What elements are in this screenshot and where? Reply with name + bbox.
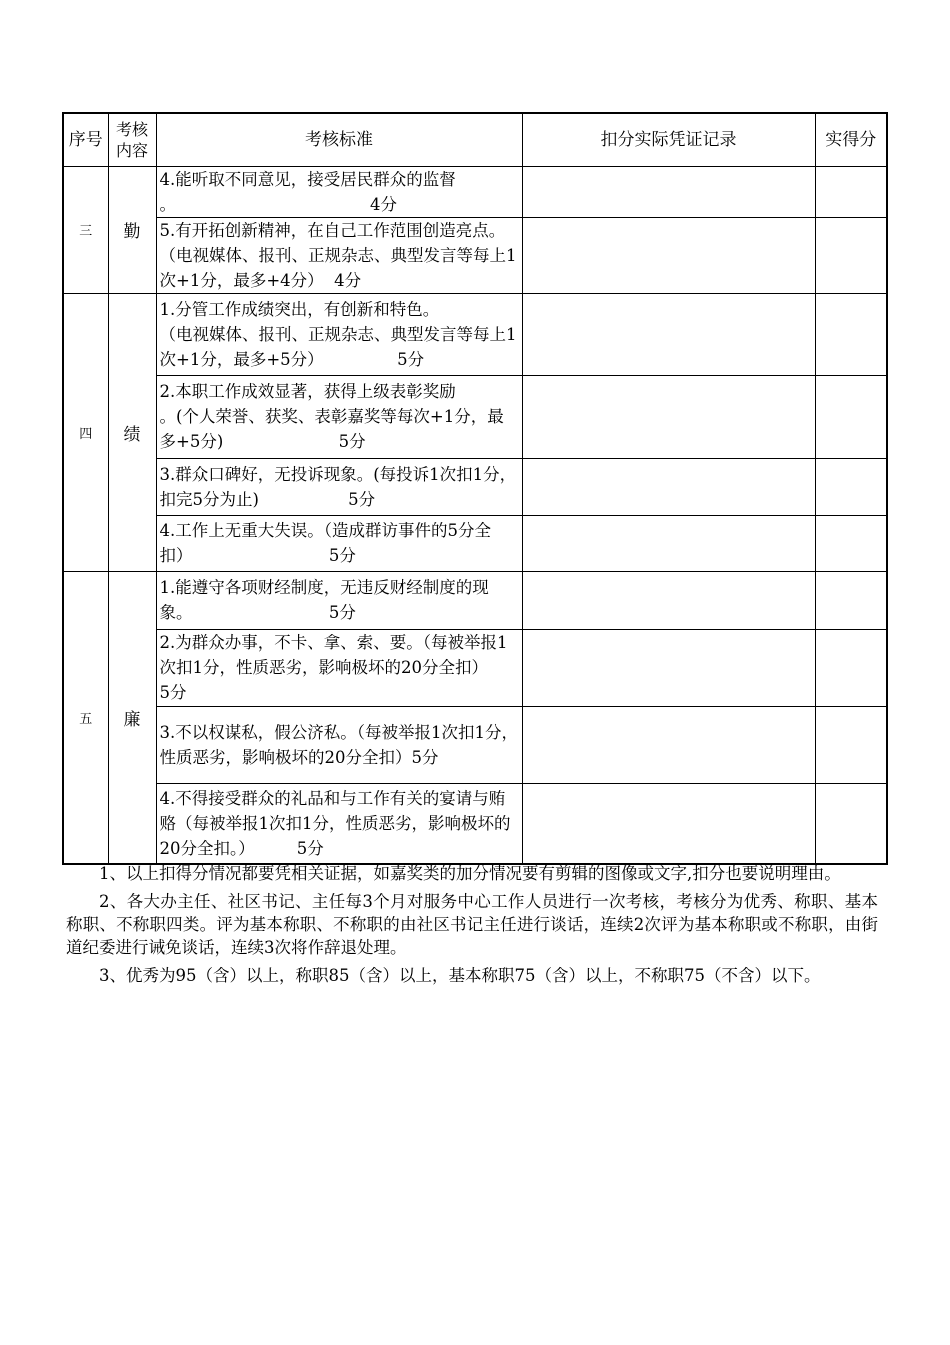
score-cell[interactable] — [815, 706, 887, 783]
note-paragraph: 2、各大办主任、社区书记、主任每3个月对服务中心工作人员进行一次考核，考核分为优秀、称职、基本称职、不称职四类。评为基本称职、不称职的由社区书记主任进行谈话，连续2次评为基本称职或不称职，由街道纪委进行诫免谈话，连续3次将作辞退处理。 — [66, 892, 878, 957]
score-cell[interactable] — [815, 217, 887, 293]
criterion-cell: 2.本职工作成效显著，获得上级表彰奖励 。(个人荣誉、获奖、表彰嘉奖等每次+1分，最多+5分) 5分 — [156, 375, 522, 458]
criterion-cell: 1.分管工作成绩突出，有创新和特色。 （电视媒体、报刊、正规杂志、典型发言等每上1次+1分，最多+5分） 5分 — [156, 293, 522, 375]
notes-section — [66, 862, 878, 992]
score-cell[interactable] — [815, 515, 887, 571]
header-content-label: 考核内容 — [115, 119, 148, 160]
criterion-cell: 4.能听取不同意见，接受居民群众的监督 。 4分 — [156, 166, 522, 217]
deduction-record-cell[interactable] — [522, 571, 815, 629]
deduction-record-cell[interactable] — [522, 217, 815, 293]
deduction-record-cell[interactable] — [522, 783, 815, 864]
deduction-record-cell[interactable] — [522, 458, 815, 515]
header-score: 实得分 — [815, 113, 887, 166]
criterion-cell: 4.不得接受群众的礼品和与工作有关的宴请与贿赂（每被举报1次扣1分，性质恶劣，影响极坏的20分全扣。） 5分 — [156, 783, 522, 864]
criterion-cell: 1.能遵守各项财经制度，无违反财经制度的现象。 5分 — [156, 571, 522, 629]
score-cell[interactable] — [815, 629, 887, 706]
group-category: 廉 — [108, 571, 156, 864]
assessment-table — [62, 112, 888, 865]
table-row — [63, 375, 887, 458]
criterion-cell: 4.工作上无重大失误。（造成群访事件的5分全扣） 5分 — [156, 515, 522, 571]
table-row — [63, 571, 887, 629]
criterion-cell: 3.不以权谋私，假公济私。（每被举报1次扣1分，性质恶劣，影响极坏的20分全扣）5分 — [156, 706, 522, 783]
deduction-record-cell[interactable] — [522, 515, 815, 571]
deduction-record-cell[interactable] — [522, 375, 815, 458]
criterion-cell: 3.群众口碑好，无投诉现象。(每投诉1次扣1分，扣完5分为止) 5分 — [156, 458, 522, 515]
deduction-record-cell[interactable] — [522, 706, 815, 783]
header-row — [63, 113, 887, 166]
note-paragraph: 3、优秀为95（含）以上，称职85（含）以上，基本称职75（含）以上，不称职75（不含）以下。 — [99, 966, 821, 985]
table-row — [63, 783, 887, 864]
table-row — [63, 706, 887, 783]
group-category: 绩 — [108, 293, 156, 571]
group-seq: 四 — [63, 293, 108, 571]
table-row — [63, 458, 887, 515]
criterion-cell: 5.有开拓创新精神，在自己工作范围创造亮点。（电视媒体、报刊、正规杂志、典型发言等每上1次+1分，最多+4分） 4分 — [156, 217, 522, 293]
score-cell[interactable] — [815, 375, 887, 458]
score-cell[interactable] — [815, 783, 887, 864]
deduction-record-cell[interactable] — [522, 166, 815, 217]
group-seq: 三 — [63, 166, 108, 293]
table-row — [63, 166, 887, 217]
criterion-cell: 2.为群众办事，不卡、拿、索、要。（每被举报1次扣1分，性质恶劣，影响极坏的20分全扣） 5分 — [156, 629, 522, 706]
score-cell[interactable] — [815, 166, 887, 217]
score-cell[interactable] — [815, 458, 887, 515]
table-row — [63, 515, 887, 571]
table-row — [63, 629, 887, 706]
table-row — [63, 217, 887, 293]
note-paragraph: 1、以上扣得分情况都要凭相关证据，如嘉奖类的加分情况要有剪辑的图像或文字,扣分也要说明理由。 — [99, 864, 841, 883]
header-record: 扣分实际凭证记录 — [522, 113, 815, 166]
header-standard: 考核标准 — [156, 113, 522, 166]
group-seq: 五 — [63, 571, 108, 864]
header-seq: 序号 — [63, 113, 108, 166]
deduction-record-cell[interactable] — [522, 293, 815, 375]
score-cell[interactable] — [815, 293, 887, 375]
table-row — [63, 293, 887, 375]
header-content — [108, 113, 156, 166]
group-category: 勤 — [108, 166, 156, 293]
score-cell[interactable] — [815, 571, 887, 629]
